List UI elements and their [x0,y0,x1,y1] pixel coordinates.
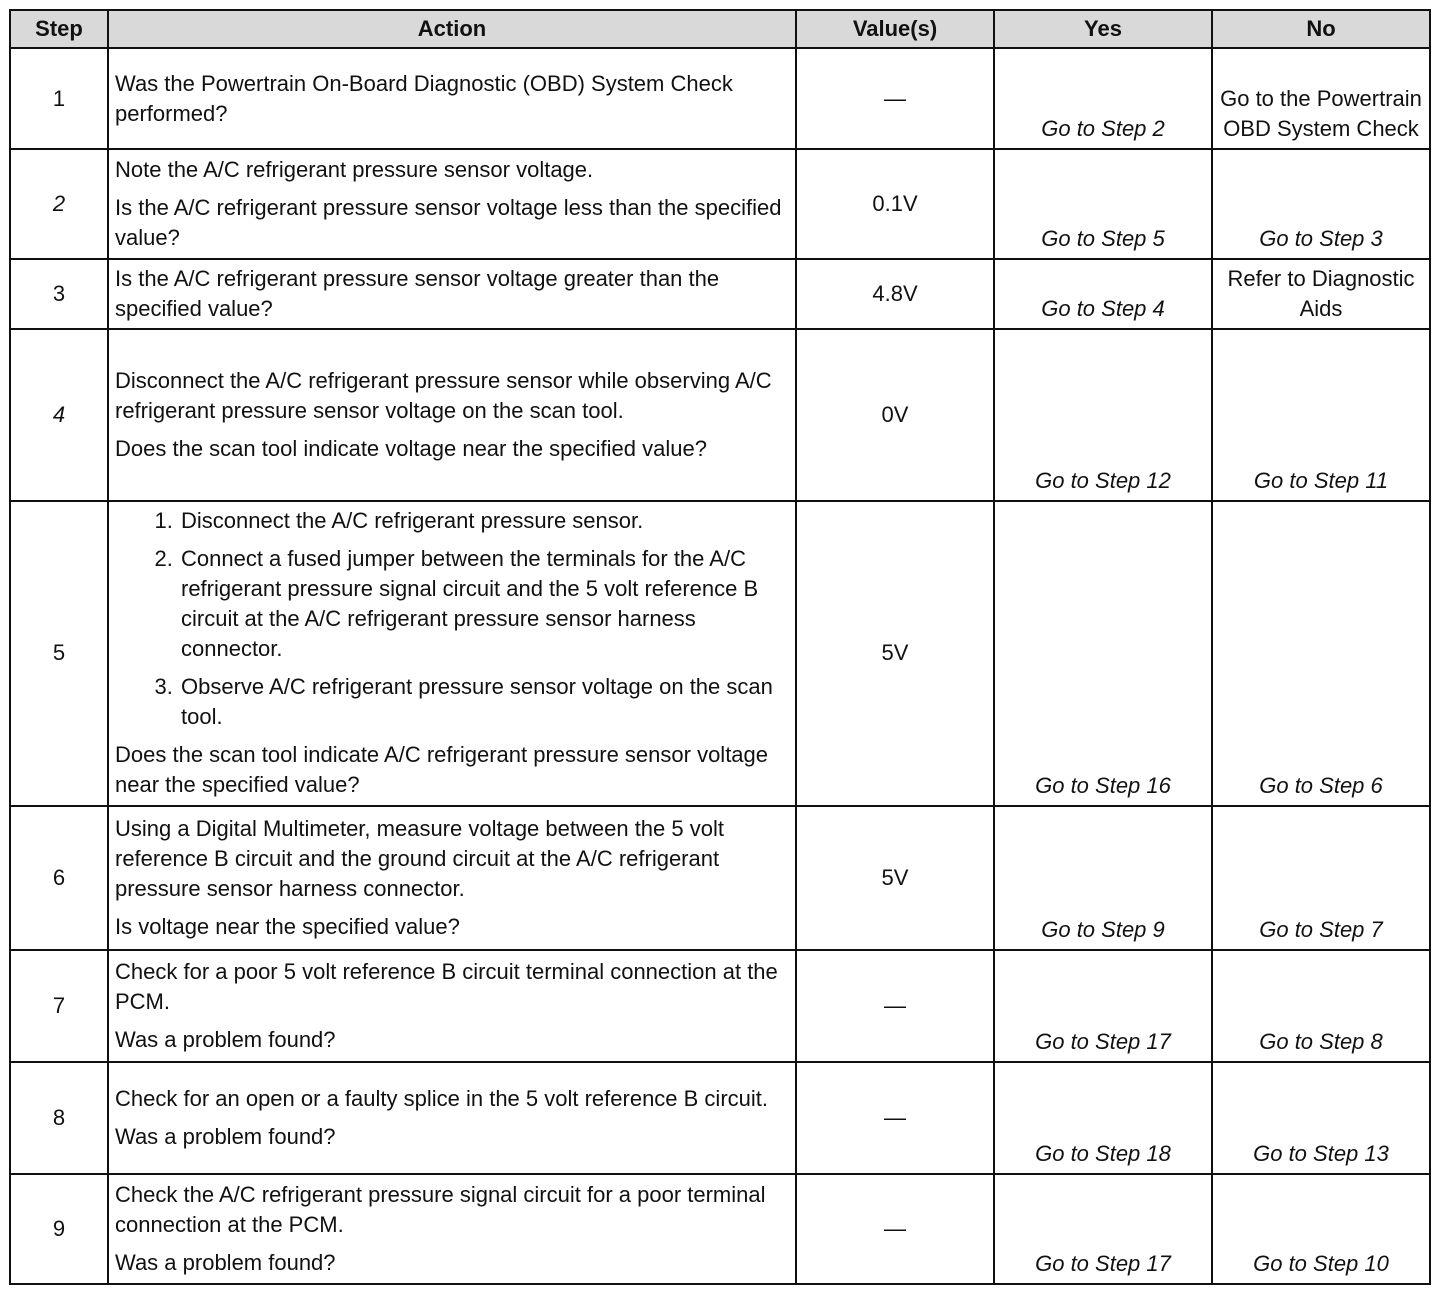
value-cell: — [796,1062,994,1174]
action-cell [108,806,796,950]
table-row-step-3 [10,259,1430,329]
value-cell: 0.1V [796,149,994,259]
yes-cell: Go to Step 16 [994,501,1212,805]
value-cell: 5V [796,501,994,805]
diagnostic-table [9,9,1431,1285]
table-row-step-9 [10,1174,1430,1284]
step-number: 3 [10,259,108,329]
substep-item: 1. Disconnect the A/C refrigerant pressure sensor. [179,506,787,536]
no-cell: Go to Step 11 [1212,329,1430,501]
step-number: 1 [10,48,108,149]
yes-cell: Go to Step 5 [994,149,1212,259]
step-number: 5 [10,501,108,805]
value-cell: — [796,48,994,149]
header-no: No [1212,10,1430,48]
no-cell: Go to Step 13 [1212,1062,1430,1174]
action-cell [108,259,796,329]
yes-cell: Go to Step 18 [994,1062,1212,1174]
value-cell: — [796,950,994,1062]
action-question: Was a problem found? [115,1249,336,1275]
action-text: Was the Powertrain On-Board Diagnostic (OBD) System Check performed? [115,70,733,126]
no-cell: Refer to Diagnostic Aids [1212,259,1430,329]
action-question: Was a problem found? [115,1123,336,1149]
action-text: Check the A/C refrigerant pressure signal circuit for a poor terminal connection at the PCM. [115,1181,766,1237]
action-question: Does the scan tool indicate voltage near the specified value? [115,436,707,462]
action-question: Does the scan tool indicate A/C refrigerant pressure sensor voltage near the specified value? [115,742,769,798]
action-cell [108,48,796,149]
action-question: Was a problem found? [115,1026,336,1052]
action-cell [108,1174,796,1284]
action-question: Is voltage near the specified value? [115,913,460,939]
value-cell: 0V [796,329,994,501]
action-text: Using a Digital Multimeter, measure voltage between the 5 volt reference B circuit and the ground circuit at the A/C refrigerant pressure sensor harness connector. [115,815,724,901]
substep-list [115,506,787,732]
table-row-step-7 [10,950,1430,1062]
table-row-step-4 [10,329,1430,501]
no-cell: Go to Step 10 [1212,1174,1430,1284]
substep-item: 3. Observe A/C refrigerant pressure sensor voltage on the scan tool. [179,672,787,732]
table-row-step-8 [10,1062,1430,1174]
value-cell: 5V [796,806,994,950]
step-number: 7 [10,950,108,1062]
value-cell: 4.8V [796,259,994,329]
no-cell: Go to Step 6 [1212,501,1430,805]
step-number: 6 [10,806,108,950]
table-row-step-2 [10,149,1430,259]
action-text: Note the A/C refrigerant pressure sensor voltage. [115,157,594,183]
header-values: Value(s) [796,10,994,48]
yes-cell: Go to Step 12 [994,329,1212,501]
step-number: 4 [10,329,108,501]
step-number: 8 [10,1062,108,1174]
yes-cell: Go to Step 17 [994,950,1212,1062]
action-cell [108,329,796,501]
value-cell: — [796,1174,994,1284]
action-text: Disconnect the A/C refrigerant pressure sensor while observing A/C refrigerant pressure sensor voltage on the scan tool. [115,368,772,424]
no-cell: Go to Step 7 [1212,806,1430,950]
action-cell [108,149,796,259]
no-cell: Go to Step 8 [1212,950,1430,1062]
action-text: Check for an open or a faulty splice in the 5 volt reference B circuit. [115,1085,768,1111]
yes-cell: Go to Step 17 [994,1174,1212,1284]
yes-cell: Go to Step 9 [994,806,1212,950]
substep-item: 2. Connect a fused jumper between the terminals for the A/C refrigerant pressure signal circuit and the 5 volt reference B circuit at the A/C refrigerant pressure sensor harness connector. [179,544,787,664]
action-cell [108,950,796,1062]
table-row-step-5 [10,501,1430,805]
action-cell [108,1062,796,1174]
action-question: Is the A/C refrigerant pressure sensor voltage greater than the specified value? [115,266,720,322]
action-cell [108,501,796,805]
action-text: Check for a poor 5 volt reference B circuit terminal connection at the PCM. [115,958,778,1014]
no-cell: Go to the Powertrain OBD System Check [1212,48,1430,149]
no-cell: Go to Step 3 [1212,149,1430,259]
action-question: Is the A/C refrigerant pressure sensor voltage less than the specified value? [115,195,782,251]
header-row [10,10,1430,48]
step-number: 2 [10,149,108,259]
header-action: Action [108,10,796,48]
step-number: 9 [10,1174,108,1284]
yes-cell: Go to Step 4 [994,259,1212,329]
yes-cell: Go to Step 2 [994,48,1212,149]
header-yes: Yes [994,10,1212,48]
table-row-step-6 [10,806,1430,950]
table-row-step-1 [10,48,1430,149]
header-step: Step [10,10,108,48]
